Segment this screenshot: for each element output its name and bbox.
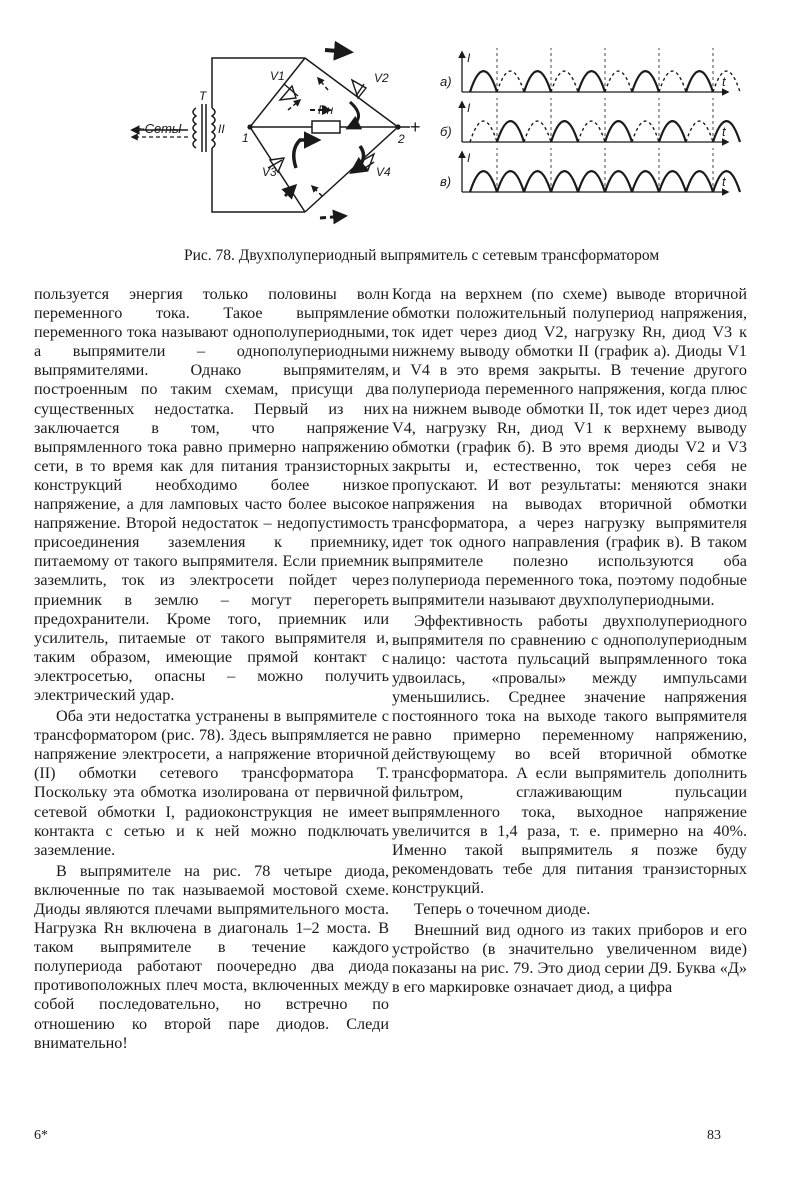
graph-wave	[524, 71, 551, 92]
paragraph: Когда на верхнем (по схеме) выводе вторичной обмотки положительный полупериод напряжения, ток идет через диод V2, нагрузку Rн, диод V3 к нижнему выводу обмотки II (график а). Диоды V1 и V4 в это время закрыты. В течение другого полупериода переменного напряжения, когда плюс на нижнем выводе обмотки II, ток идет через диод V4, нагрузку Rн, диод V1 к верхнему выводу обмотки (график б). В это время диоды V2 и V3 закрыты и, естественно, ток через себя не пропускают. И вот результаты: меняются знаки напряжения на выводах вторичной обмотки трансформатора, а через нагрузку выпрямителя идет ток одного направления (график в). В таком выпрямителе полезно используются оба полупериода переменного тока, поэтому подобные выпрямители называют двухполупериодными.	[392, 285, 747, 609]
paragraph: Внешний вид одного из таких приборов и его устройство (в значительно увеличенном виде) показаны на рис. 79. Это диод серии Д9. Буква «Д» в его маркировке означает диод, а цифра	[392, 921, 747, 997]
graph-wave	[632, 121, 659, 142]
graphs-group	[440, 48, 740, 192]
diode-v3-label: V3	[262, 165, 277, 179]
graph-wave	[686, 121, 713, 142]
graph-wave	[497, 71, 524, 92]
graph-tag: а)	[440, 74, 452, 89]
paragraph: Теперь о точечном диоде.	[414, 900, 591, 918]
graph-axis-x-label: t	[722, 174, 726, 189]
network-input	[132, 121, 188, 137]
current-arrows	[285, 50, 364, 218]
graph-wave	[551, 171, 578, 192]
graph-axis-y-label: I	[467, 101, 471, 115]
transformer-label: T	[199, 89, 207, 103]
graph-3	[440, 148, 740, 192]
secondary-winding-label: II	[218, 122, 225, 136]
graph-wave	[524, 121, 551, 142]
diode-v4-label: V4	[376, 165, 391, 179]
graph-axis-y-label: I	[467, 51, 471, 65]
graph-wave	[497, 121, 524, 142]
graph-tag: б)	[440, 124, 452, 139]
graph-wave	[470, 71, 497, 92]
graph-wave	[551, 121, 578, 142]
diode-v1-label: V1	[270, 69, 285, 83]
graph-wave	[551, 71, 578, 92]
graph-wave	[578, 121, 605, 142]
graph-wave	[470, 121, 497, 142]
right-column	[392, 285, 747, 997]
primary-winding-label: I	[178, 121, 182, 136]
graph-wave	[524, 171, 551, 192]
graph-wave	[659, 121, 686, 142]
node-1-dot	[247, 124, 252, 129]
graph-axis-x-label: t	[722, 74, 726, 89]
figure-caption: Рис. 78. Двухполупериодный выпрямитель с сетевым трансформатором	[184, 247, 660, 264]
node-2-label: 2	[398, 132, 405, 146]
graph-wave	[605, 121, 632, 142]
graph-wave	[470, 171, 497, 192]
graph-1	[440, 48, 740, 92]
graph-axis-x-label: t	[722, 124, 726, 139]
graph-wave	[578, 71, 605, 92]
rectifier-figure	[0, 0, 799, 240]
folio-left: 6*	[34, 1128, 48, 1143]
graph-wave	[713, 171, 740, 192]
diode-v2-label: V2	[374, 71, 389, 85]
graph-wave	[659, 171, 686, 192]
node-2-dot	[395, 124, 400, 129]
load-resistor	[312, 121, 340, 133]
network-label: ~Сеть	[137, 121, 179, 136]
graph-wave	[686, 171, 713, 192]
graph-wave	[713, 121, 740, 142]
graph-axis-y-label: I	[467, 151, 471, 165]
graph-2	[440, 98, 740, 142]
graph-wave	[605, 71, 632, 92]
graph-tag: в)	[440, 174, 452, 189]
left-column	[34, 285, 389, 1053]
paragraph: В выпрямителе на рис. 78 четыре диода, включенные по так называемой мостовой схеме. Диоды являются плечами выпрямительного моста. Нагрузка Rн включена в диагональ 1–2 моста. В таком выпрямителе в течение каждого полупериода работают поочередно два диода противоположных плеч моста, включенных между собой последовательно, но встречно по отношению ко второй паре диодов. Следи внимательно!	[34, 861, 389, 1052]
paragraph: Эффективность работы двухполупериодного выпрямителя по сравнению с однополупериодным налицо: частота пульсаций выпрямленного тока удвоилась, «провалы» между импульсами уменьшились. Среднее значение напряжения постоянного тока на выходе такого выпрямителя равно примерно переменному напряжению, действующему во всей вторичной обмотке трансформатора. А если выпрямитель дополнить фильтром, сглаживающим пульсации выпрямленного тока, выходное напряжение увеличится в 1,4 раза, т. е. примерно на 40%. Именно такой выпрямитель я позже буду рекомендовать тебе для питания транзисторных конструкций.	[392, 611, 747, 897]
graph-wave	[605, 171, 632, 192]
load-label: Rн	[318, 103, 334, 117]
graph-wave	[632, 71, 659, 92]
plus-terminal: +	[410, 117, 421, 137]
graph-wave	[578, 171, 605, 192]
graph-wave	[713, 71, 740, 92]
paragraph: Оба эти недостатка устранены в выпрямителе с трансформатором (рис. 78). Здесь выпрямляется не напряжение электросети, а напряжение вторичной (II) обмотки сетевого трансформатора Т. Поскольку эта обмотка изолирована от первичной сетевой обмотки I, радиоконструкция не имеет контакта с сетью и к ней можно подключать заземление.	[34, 707, 389, 859]
graph-wave	[497, 171, 524, 192]
node-1-label: 1	[242, 131, 249, 145]
graph-wave	[686, 71, 713, 92]
page-number: 83	[707, 1128, 721, 1143]
graph-wave	[632, 171, 659, 192]
graph-wave	[659, 71, 686, 92]
transformer	[193, 58, 305, 212]
paragraph: пользуется энергия только половины волн переменного тока. Такое выпрямление переменного тока называют однополупериодными, а выпрямители – однополупериодными выпрямителями. Однако выпрямителям, построенным по таким схемам, присущи два существенных недостатка. Первый из них заключается в том, что напряжение выпрямленного тока равно примерно напряжению сети, в то время как для питания транзисторных конструкций необходимо более низкое напряжение, а для ламповых часто более высокое напряжение. Второй недостаток – недопустимость присоединения заземления к приемнику, питаемому от такого выпрямителя. Если приемник заземлить, ток из электросети пойдет через приемник в землю – могут перегореть предохранители. Кроме того, приемник или усилитель, питаемые от такого выпрямителя и, таким образом, имеющие прямой контакт с электросетью, опасны – можно получить электрический удар.	[34, 285, 389, 704]
